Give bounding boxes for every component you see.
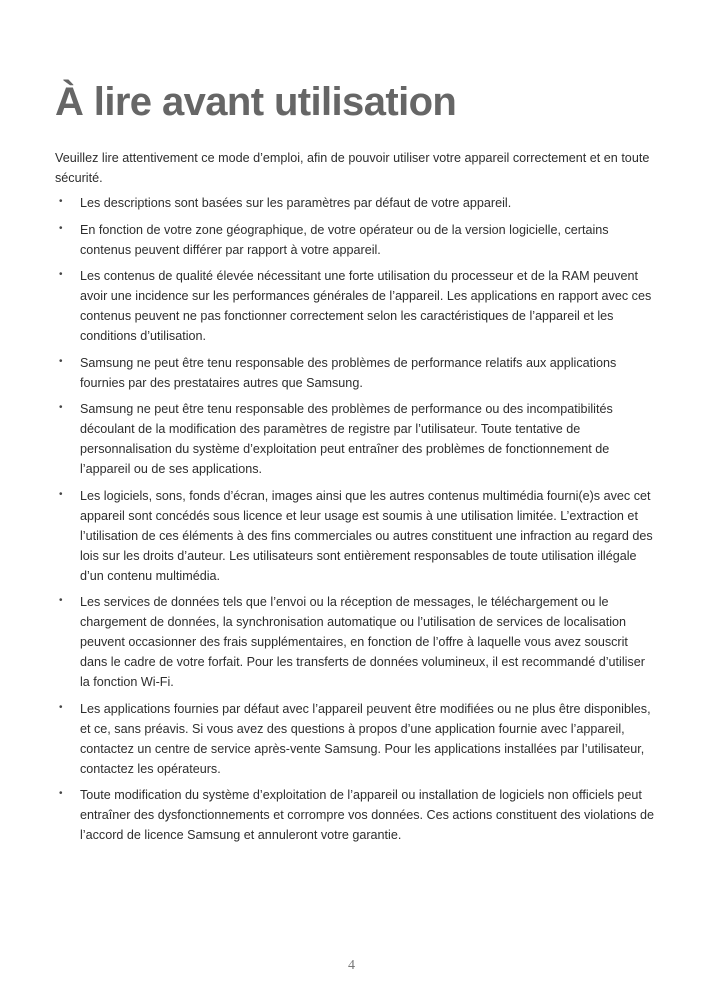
bullet-item-default-apps bbox=[55, 699, 655, 779]
bullet-list bbox=[55, 193, 655, 852]
bullet-icon: • bbox=[59, 355, 63, 367]
bullet-text: Les logiciels, sons, fonds d’écran, images ainsi que les autres contenus multimédia fourni(e)s avec cet appareil sont concédés sous licence et leur usage est soumis à une utilisation limitée. L’extraction et l’utilisation de ces éléments à des fins commerciales ou autres constituent une infraction au regard des lois sur les droits d’auteur. Les utilisateurs sont entièrement responsables de toute utilisation illégale d’un contenu multimédia. bbox=[80, 488, 653, 583]
bullet-text: Samsung ne peut être tenu responsable des problèmes de performance relatifs aux applications fournies par des prestataires autres que Samsung. bbox=[80, 355, 617, 390]
bullet-icon: • bbox=[59, 788, 63, 799]
intro-paragraph: Veuillez lire attentivement ce mode d’emploi, afin de pouvoir utiliser votre appareil correctement et en toute sécurité. bbox=[55, 151, 650, 185]
bullet-icon: • bbox=[59, 402, 63, 413]
bullet-item-descriptions bbox=[55, 193, 655, 213]
bullet-item-performance bbox=[55, 266, 655, 346]
bullet-text: Les applications fournies par défaut avec l’appareil peuvent être modifiées ou ne plus être disponibles, et ce, sans préavis. Si vous avez des questions à propos d’une application fournie avec l’appareil, contactez un centre de service après-vente Samsung. Pour les applications installées par l’utilisateur, contactez les opérateurs. bbox=[80, 701, 651, 776]
bullet-icon: • bbox=[59, 196, 63, 207]
bullet-text: Toute modification du système d’exploitation de l’appareil ou installation de logiciels non officiels peut entraîner des dysfonctionnements et corrompre vos données. Ces actions constituent des violations de l’accord de licence Samsung et annuleront votre garantie. bbox=[80, 788, 655, 842]
bullet-item-third-party bbox=[55, 353, 655, 393]
page-number: 4 bbox=[348, 958, 355, 973]
bullet-item-registry bbox=[55, 399, 655, 479]
bullet-text: Les contenus de qualité élevée nécessitant une forte utilisation du processeur et de la RAM peuvent avoir une incidence sur les performances générales de l’appareil. Les applications en rapport avec ces contenus peuvent ne pas fonctionner correctement selon les caractéristiques de l’appareil et les conditions d’utilisation. bbox=[80, 269, 652, 343]
bullet-item-modification bbox=[55, 785, 655, 845]
bullet-text: Les services de données tels que l’envoi ou la réception de messages, le téléchargement ou le chargement de données, la synchronisation automatique ou l’utilisation de services de localisation peuvent occasionner des frais supplémentaires, en fonction de l’offre à laquelle vous avez souscrit dans le cadre de votre forfait. Pour les transferts de données volumineux, il est recommandé d’utiliser la fonction Wi-Fi. bbox=[80, 595, 645, 689]
bullet-icon: • bbox=[59, 222, 63, 234]
bullet-icon: • bbox=[59, 488, 63, 500]
bullet-item-data-services bbox=[55, 592, 655, 692]
bullet-text: Samsung ne peut être tenu responsable des problèmes de performance ou des incompatibilités découlant de la modification des paramètres de registre par l’utilisateur. Toute tentative de personnalisation du système d’exploitation peut entraîner des problèmes de fonctionnement de l’appareil ou de ses applications. bbox=[80, 402, 613, 476]
bullet-text: Les descriptions sont basées sur les paramètres par défaut de votre appareil. bbox=[80, 196, 512, 210]
bullet-icon: • bbox=[59, 595, 63, 606]
bullet-item-licensing bbox=[55, 486, 655, 586]
bullet-icon: • bbox=[59, 269, 63, 280]
bullet-text: En fonction de votre zone géographique, de votre opérateur ou de la version logicielle, certains contenus peuvent différer par rapport à votre appareil. bbox=[80, 222, 609, 257]
page-title: À lire avant utilisation bbox=[55, 80, 457, 124]
bullet-icon: • bbox=[59, 701, 63, 713]
bullet-item-region bbox=[55, 220, 655, 260]
